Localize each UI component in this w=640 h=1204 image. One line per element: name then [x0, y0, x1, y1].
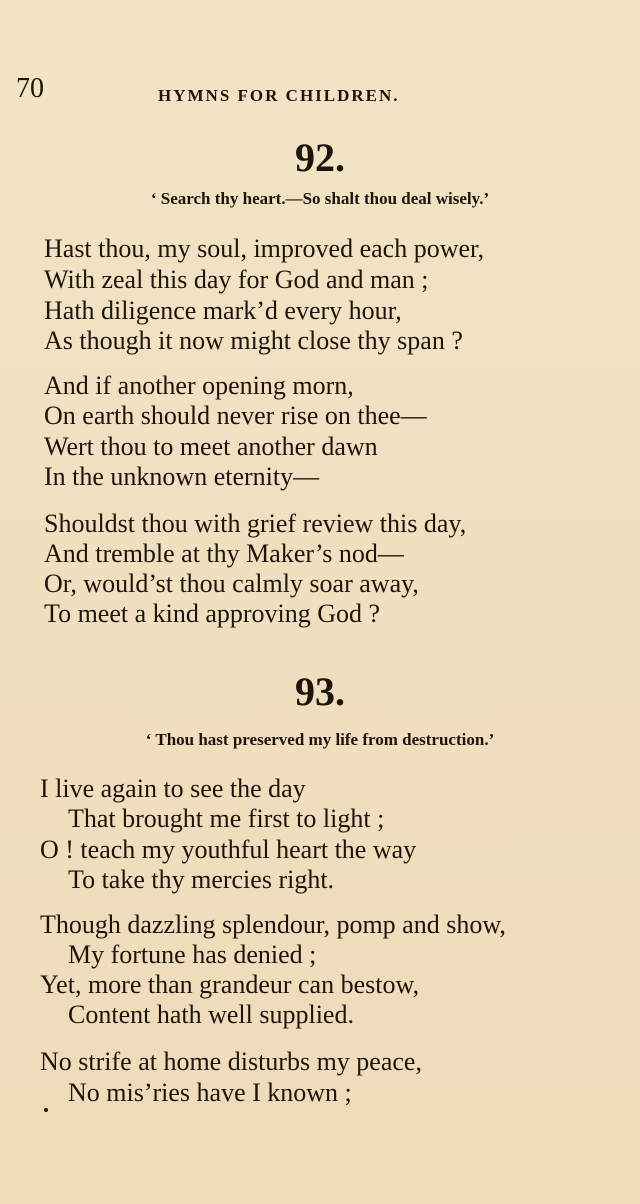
- verse-line: Shouldst thou with grief review this day,: [44, 509, 467, 538]
- verse-line: Though dazzling splendour, pomp and show,: [40, 910, 506, 939]
- verse-line: With zeal this day for God and man ;: [44, 265, 429, 294]
- verse-line: Or, would’st thou calmly soar away,: [44, 569, 419, 598]
- running-head: HYMNS FOR CHILDREN.: [158, 86, 400, 105]
- verse-line: As though it now might close thy span ?: [44, 326, 463, 355]
- verse-line: On earth should never rise on thee—: [44, 401, 427, 430]
- verse-line: In the unknown eternity—: [44, 462, 320, 491]
- verse-line: O ! teach my youthful heart the way: [40, 835, 417, 864]
- verse-line: Hast thou, my soul, improved each power,: [44, 234, 485, 263]
- verse-line: Yet, more than grandeur can bestow,: [40, 970, 420, 999]
- verse-line: That brought me first to light ;: [68, 804, 385, 833]
- verse-line: Content hath well supplied.: [68, 1000, 354, 1029]
- verse-line: Wert thou to meet another dawn: [44, 432, 378, 461]
- hymn-epigraph: ‘ Search thy heart.—So shalt thou deal wisely.’: [150, 189, 490, 208]
- verse-line: And tremble at thy Maker’s nod—: [44, 539, 404, 568]
- hymn-epigraph: ‘ Thou hast preserved my life from destruction.’: [145, 730, 495, 749]
- verse-line: No strife at home disturbs my peace,: [40, 1047, 422, 1076]
- verse-line: Hath diligence mark’d every hour,: [44, 296, 402, 325]
- verse-line: My fortune has denied ;: [68, 940, 317, 969]
- verse-line: And if another opening morn,: [44, 371, 354, 400]
- hymn-number: 93.: [295, 669, 345, 714]
- hymn-number: 92.: [295, 135, 345, 180]
- verse-line: To meet a kind approving God ?: [44, 599, 381, 628]
- ink-speck: [44, 1108, 48, 1112]
- page-number: 70: [16, 73, 44, 104]
- verse-line: I live again to see the day: [40, 774, 306, 803]
- verse-line: To take thy mercies right.: [68, 865, 335, 894]
- verse-line: No mis’ries have I known ;: [68, 1078, 352, 1107]
